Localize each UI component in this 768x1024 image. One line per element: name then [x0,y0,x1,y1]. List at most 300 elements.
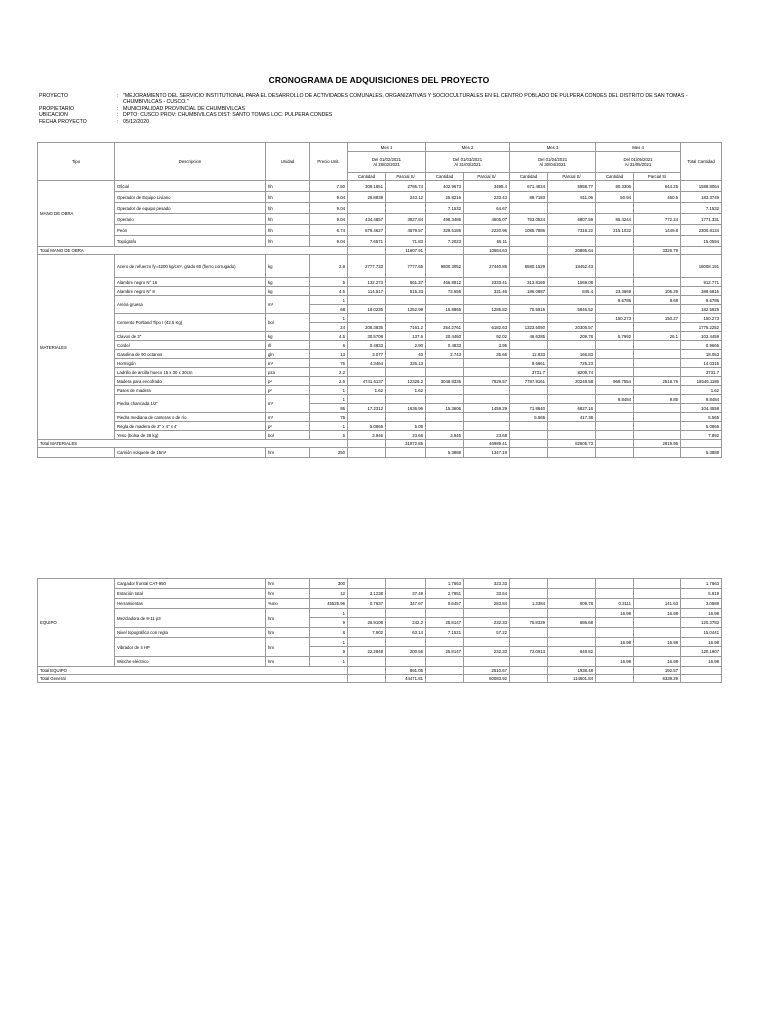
cell-value: 15.0594 [681,236,722,247]
table-row [38,368,722,377]
info-label: PROPIETARIO [39,105,75,112]
cell-value [386,203,426,214]
cell-value: 141.63 [634,599,681,609]
cell-value: 75.8329 [510,618,548,628]
cell-value [510,431,548,440]
cell-descripcion: Oficial [115,181,266,192]
cell-value [548,386,596,395]
table-row [38,657,722,667]
cell-value: 283.84 [464,599,510,609]
cell-value: 402.9673 [426,181,464,192]
cell-value [348,413,386,422]
cell-value: 7.1532 [426,203,464,214]
cell-value: 3.946 [426,431,464,440]
cell-value [596,404,634,413]
cell-value [510,628,548,638]
cell-value: 26.9108 [348,618,386,628]
cell-value: 3.0589 [681,599,722,609]
cell-precio: 9 [310,618,348,628]
cell-value [596,368,634,377]
cell-value: 72.0913 [510,647,548,657]
table-row [38,296,722,305]
cell-descripcion: Topógrafo [115,236,266,247]
total-m3: 20895.64 [548,247,596,255]
cell-value: 166.83 [548,350,596,359]
cell-precio: 1 [310,386,348,395]
info-label: UBICACION [39,112,68,119]
cell-value: 7.2023 [426,236,464,247]
cell-value [426,395,464,404]
cell-value: 23.68 [464,431,510,440]
cell-value: 811.06 [548,192,596,203]
cell-value: 215.1032 [596,225,634,236]
cell-unidad: m³ [266,296,310,314]
cell-empty [426,247,464,255]
cell-value [596,628,634,638]
cell-precio: 95 [310,404,348,413]
table-row [38,214,722,225]
cell-value: 1588.8064 [681,181,722,192]
cell-value: 329.5186 [426,225,464,236]
cell-value [348,609,386,618]
cell-descripcion: Peón [115,225,266,236]
cell-value [634,386,681,395]
cell-value: 16.98 [634,657,681,667]
cell-value [596,350,634,359]
header-total: Total Cantidad [681,143,722,181]
table-row [38,638,722,647]
cell-value [348,203,386,214]
cell-value [386,638,426,647]
cell-precio: 6 [310,431,348,440]
cell-value: 3.95 [464,341,510,350]
cell-value: 16.98 [634,638,681,647]
cell-value: 9.6786 [681,296,722,305]
cell-precio: 9.04 [310,203,348,214]
cell-value [386,314,426,323]
cell-empty [681,675,722,683]
cell-descripcion: Acero de refuerzo fy=4200 kg/cm². grado 60 (fierro corrugado) [115,255,266,278]
cell-precio: 1 [310,638,348,647]
table-row [38,395,722,404]
cell-unidad: hm [266,657,310,667]
cell-value: 5.3888 [426,448,464,458]
cell-empty [510,667,548,675]
cell-unidad: hm [266,628,310,638]
cell-value: 186.0887 [510,287,548,296]
cell-value: 326.13 [386,359,426,368]
table-row [38,287,722,296]
cell-value: 12.833 [510,350,548,359]
cell-unidad: p² [266,422,310,431]
cell-value [510,236,548,247]
total-label: Total MANO DE OBRA [38,247,348,255]
cell-value: 7.892 [681,431,722,440]
cell-empty [596,667,634,675]
cell-value: 46.6285 [510,332,548,341]
header-precio: Precio Unit. [310,143,348,181]
cell-unidad: rll [266,341,310,350]
cell-unidad: bol [266,431,310,440]
cell-value: 0.3111 [596,599,634,609]
cell-descripcion: Nivel topográfico con regla [115,628,266,638]
cell-value: 5.3888 [681,448,722,458]
cell-value: 17.2312 [348,404,386,413]
cell-value: 7.1521 [426,628,464,638]
total-m2: 2510.67 [464,667,510,675]
cell-value [596,579,634,589]
cell-value [386,609,426,618]
total-mano-de-obra-row [38,247,722,255]
cell-value [510,638,548,647]
cell-unidad: m³ [266,413,310,422]
cell-value: 18008.191 [681,255,722,278]
info-label: PROYECTO [39,93,69,99]
tipo-equipo: EQUIPO [38,579,115,667]
table-row [38,236,722,247]
cell-value [510,609,548,618]
cell-value [548,448,596,458]
cell-value: 5.0866 [681,422,722,431]
cell-value: 16.98 [634,609,681,618]
info-colon: : [117,105,119,112]
table-row [38,413,722,422]
cell-value: 9.8484 [596,395,634,404]
cell-value: 18.0235 [348,305,386,314]
cell-unidad: hh [266,236,310,247]
cell-value [426,296,464,305]
cell-precio: 6.74 [310,225,348,236]
cell-value: 15.3606 [426,404,464,413]
cell-value: 18546.1186 [681,377,722,386]
cell-value: 23.3669 [596,287,634,296]
cell-value: 20305.57 [548,323,596,332]
table-row [38,377,722,386]
cell-descripcion: Regla de madera de 2" x 4" x 4' [115,422,266,431]
cell-value: 23.68 [386,431,426,440]
table-row [38,599,722,609]
cell-value [596,431,634,440]
cell-unidad: hh [266,203,310,214]
total-m3: 114601.84 [548,675,596,683]
cell-precio: 9.04 [310,236,348,247]
cell-value: 9800.3052 [426,255,464,278]
cell-value [510,314,548,323]
cell-value: 4579.57 [386,225,426,236]
cell-value [634,618,681,628]
cell-value: 33.54 [464,589,510,599]
cell-value: 1.62 [681,386,722,395]
header-range-4 [596,152,681,173]
cell-precio: 1 [310,395,348,404]
cell-value: 466.8812 [426,278,464,287]
cell-value [510,422,548,431]
header-cantidad: Cantidad [426,173,464,181]
cell-value: 5.7992 [596,332,634,341]
cell-value: 3.946 [348,431,386,440]
table-row [38,225,722,236]
cell-value [348,296,386,305]
cell-value: 71.83 [386,236,426,247]
cell-value [510,395,548,404]
table-row [38,341,722,350]
cell-value: 63.14 [386,628,426,638]
cell-value: 92.02 [464,332,510,341]
cell-value: 25.8147 [426,618,464,628]
table-row [38,386,722,395]
total-label: Total General [38,675,348,683]
cell-value: 9.68 [634,296,681,305]
table-row [38,278,722,287]
cell-value [548,314,596,323]
cell-value [596,203,634,214]
cell-value [386,413,426,422]
cell-value: 3.077 [348,350,386,359]
total-m1: 11607.91 [386,247,426,255]
cell-value: 1347.19 [464,448,510,458]
cell-value [548,657,596,667]
total-m3: 82605.73 [548,440,596,448]
cell-value: 70.5915 [510,305,548,314]
cell-value: 233.43 [464,192,510,203]
cell-empty [426,440,464,448]
cell-value: 7787.9161 [510,377,548,386]
cell-unidad: bol [266,314,310,332]
cell-value: 150.27 [634,314,681,323]
cell-value [464,422,510,431]
schedule-table-main [37,142,722,458]
cell-descripcion: Mezcladora de 9-11 p3 [115,609,266,628]
cell-value: 434.4857 [348,214,386,225]
header-range-2 [426,152,510,173]
cell-value [634,341,681,350]
cell-descripcion: Pases de madera [115,386,266,395]
cell-value: 27440.85 [464,255,510,278]
cell-descripcion: Operario [115,214,266,225]
cell-value [386,368,426,377]
cell-value [596,305,634,314]
cell-value [510,589,548,599]
cell-empty [596,247,634,255]
cell-value [548,422,596,431]
header-month-3: Mes 3 [510,143,596,152]
info-value: 05/12/2020 [123,118,149,125]
header-unidad: Unidad [266,143,310,181]
header-parcial: Parcial S/ [634,173,681,181]
cell-value: 1636.96 [386,404,426,413]
total-m4: 6339.29 [634,675,681,683]
cell-value: 85.4244 [596,214,634,225]
header-month-4: Mes 4 [596,143,681,152]
table-row [38,589,722,599]
cell-unidad: kg [266,278,310,287]
cell-value: 64.67 [464,203,510,214]
total-m4: 3326.79 [634,247,681,255]
cell-value: 1771.331 [681,214,722,225]
cell-value [634,647,681,657]
cell-value: 2.7951 [426,589,464,599]
table-row [38,448,722,458]
cell-value: 9.6786 [596,296,634,305]
cell-descripcion: Gasolina de 90 octanos [115,350,266,359]
cell-value [634,305,681,314]
cell-value: 5.09 [386,422,426,431]
cell-value [634,368,681,377]
cell-value [464,638,510,647]
header-descripcion: Descripcion [115,143,266,181]
cell-value [464,314,510,323]
cell-descripcion: Madera para encofrado [115,377,266,386]
cell-value: 254.2761 [426,323,464,332]
cell-value [634,203,681,214]
cell-value: 5.565 [510,413,548,422]
tipo-mano-de-obra: MANO DE OBRA [38,181,115,247]
total-m2: 46989.41 [464,440,510,448]
cell-descripcion: Clavos de 3" [115,332,266,341]
cell-value: 347.67 [386,599,426,609]
cell-empty [510,440,548,448]
cell-value: 1776.2252 [681,323,722,332]
cell-value: 0.6457 [426,599,464,609]
header-cantidad: Cantidad [510,173,548,181]
cell-value [510,203,548,214]
cell-value: 243.12 [386,192,426,203]
cell-value [348,448,386,458]
cell-value: 9.85 [634,395,681,404]
cell-value: 1.3384 [510,599,548,609]
cell-value [548,236,596,247]
cell-value [596,589,634,599]
cell-value: 5.565 [681,413,722,422]
cell-value: 208.3835 [348,323,386,332]
cell-value: 968.7554 [596,377,634,386]
header-parcial: Parcial S/ [548,173,596,181]
cell-value: 0.7637 [348,599,386,609]
cell-value [634,413,681,422]
cell-value [426,368,464,377]
cell-value [548,296,596,305]
cell-value: 1569.08 [548,278,596,287]
cell-unidad: hh [266,192,310,203]
cell-value: 15.0441 [681,628,722,638]
cell-value: 232.33 [464,618,510,628]
cell-descripcion: Herramientas [115,599,266,609]
cell-value: 4741.6137 [348,377,386,386]
cell-value [426,413,464,422]
cell-value [634,236,681,247]
header-parcial: Parcial S/ [464,173,510,181]
cell-value: 200.56 [386,647,426,657]
cell-precio: 300 [310,579,348,589]
cell-value [348,368,386,377]
header-range-1 [348,152,426,173]
info-colon: : [117,93,119,99]
total-m4: 192.57 [634,667,681,675]
cell-value: 609.78 [548,599,596,609]
cell-value [634,448,681,458]
cell-value: 12328.2 [386,377,426,386]
cell-value: 14.0315 [681,359,722,368]
cell-precio: 250 [310,448,348,458]
cell-value [426,638,464,647]
total-m3: 1938.48 [548,667,596,675]
cell-value [548,628,596,638]
cell-value: 57.22 [464,628,510,638]
total-m2: 10584.63 [464,247,510,255]
cell-precio: 4.5 [310,332,348,341]
table-row [38,181,722,192]
total-m1: 891.05 [386,667,426,675]
total-m4: 2819.95 [634,440,681,448]
cell-value: 6827.16 [548,404,596,413]
cell-value [634,579,681,589]
cell-descripcion: Cordel [115,341,266,350]
cell-value: 6182.63 [464,323,510,332]
cell-precio: 4.5 [310,287,348,296]
cell-value: 912.771 [681,278,722,287]
cell-unidad: gln [266,350,310,359]
cell-value: 308.1851 [348,181,386,192]
cell-value: 2.90 [386,341,426,350]
cell-value: 232.33 [464,647,510,657]
cell-value [596,323,634,332]
cell-tipo [38,448,115,458]
cell-empty [348,247,386,255]
table-row [38,579,722,589]
cell-value: 7777.65 [386,255,426,278]
cell-precio: 8 [310,628,348,638]
cell-value [510,296,548,305]
cell-empty [348,667,386,675]
cell-value: 460.5 [634,192,681,203]
total-label: Total MATERIALES [38,440,348,448]
cell-precio: 6 [310,341,348,350]
cell-value: 40 [386,350,426,359]
cell-unidad: pza [266,368,310,377]
cell-value [634,323,681,332]
cell-descripcion: Cemento Portland Tipo I (42.5 Kg) [115,314,266,332]
table-row [38,314,722,323]
cell-value: 35.66 [464,350,510,359]
cell-value: 0.4833 [426,341,464,350]
cell-value: 6580.1529 [510,255,548,278]
cell-value [426,314,464,323]
cell-value: 2518.76 [634,377,681,386]
cell-empty [348,440,386,448]
range-to: Al 30/04/2021 [539,162,566,167]
table-row [38,422,722,431]
cell-value [464,609,510,618]
cell-empty [596,440,634,448]
cell-value: 183.3749 [681,192,722,203]
cell-empty [681,247,722,255]
cell-value: 7929.57 [464,377,510,386]
cell-value [634,422,681,431]
cell-value: 1.62 [386,386,426,395]
cell-unidad: p² [266,377,310,386]
range-from: Del 01/04/2021 [537,157,568,162]
cell-value: 9.8484 [681,395,722,404]
cell-value: 105.29 [634,287,681,296]
info-row [39,93,719,106]
cell-value: 1.7663 [681,579,722,589]
cell-value: 120.1907 [681,647,722,657]
cell-empty [681,667,722,675]
cell-value [548,395,596,404]
cell-value [348,657,386,667]
cell-value [510,386,548,395]
cell-value: 104.4558 [681,404,722,413]
